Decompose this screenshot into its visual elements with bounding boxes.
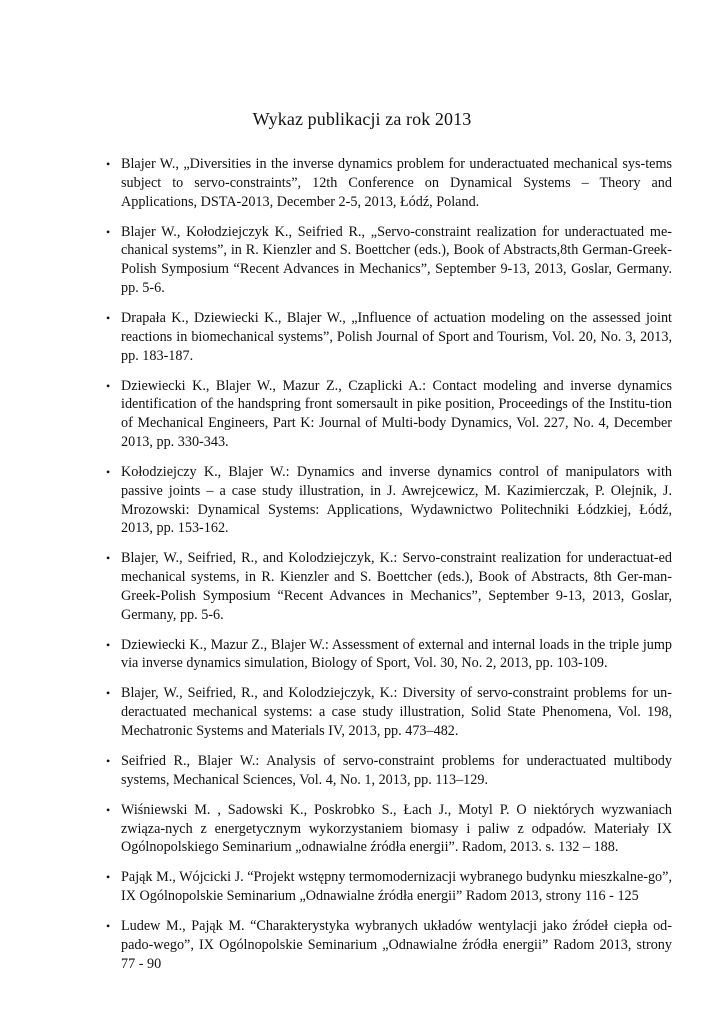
publication-item	[106, 309, 672, 365]
bullet-icon: •	[106, 802, 111, 817]
publication-text: Blajer W., Kołodziejczyk K., Seifried R., „Servo-constraint realization for underactuated me-chanical systems”, in R. Kienzler and S. Boettcher (eds.), Book of Abstracts,8th German-Greek-Polish Symposium “Recent Advances in Mechanics”, September 9-13, 2013, Goslar, Germany. pp. 5-6.	[121, 223, 672, 296]
bullet-icon: •	[106, 157, 111, 171]
publication-list	[106, 155, 672, 985]
publication-item	[106, 684, 672, 740]
bullet-icon: •	[106, 919, 111, 934]
bullet-icon: •	[106, 551, 111, 566]
publication-text: Blajer, W., Seifried, R., and Kolodziejczyk, K.: Diversity of servo-constraint problems for un-deractuated mechanical systems: a case study illustration, Solid State Phenomena, Vol. 198, Mechatronic Systems and Materials IV, 2013, pp. 473–482.	[121, 685, 672, 740]
page-title: Wykaz publikacji za rok 2013	[252, 109, 472, 129]
publication-text: Blajer W., „Diversities in the inverse dynamics problem for underactuated mechanical sys-tems subject to servo-constraints”, 12th Conference on Dynamical Systems – Theory and Applications, DSTA-2013, December 2-5, 2013, Łódź, Poland.	[121, 156, 672, 210]
publication-item	[106, 801, 672, 857]
bullet-icon: •	[106, 378, 111, 393]
publication-item	[106, 636, 672, 674]
publication-text: Drapała K., Dziewiecki K., Blajer W., „Influence of actuation modeling on the assessed joint reactions in biomechanical systems”, Polish Journal of Sport and Tourism, Vol. 20, No. 3, 2013, pp. 183-187.	[121, 309, 672, 364]
publication-text: Pająk M., Wójcicki J. “Projekt wstępny termomodernizacji wybranego budynku mieszkalne-go”, IX Ogólnopolskie Seminarium „Odnawialne źródła energii” Radom 2013, strony 116 - 125	[121, 869, 672, 905]
publication-item	[106, 752, 672, 790]
bullet-icon: •	[106, 310, 111, 325]
publication-item	[106, 377, 672, 452]
bullet-icon: •	[106, 637, 111, 652]
publication-item	[106, 155, 672, 211]
publication-text: Seifried R., Blajer W.: Analysis of servo-constraint problems for underactuated multibody systems, Mechanical Sciences, Vol. 4, No. 1, 2013, pp. 113–129.	[121, 753, 672, 788]
bullet-icon: •	[106, 686, 111, 701]
publication-item	[106, 549, 672, 624]
publication-item	[106, 917, 672, 973]
bullet-icon: •	[106, 870, 111, 885]
publication-text: Blajer, W., Seifried, R., and Kolodziejczyk, K.: Servo-constraint realization for underactuat-ed mechanical systems, in R. Kienzler and S. Boettcher (eds.), Book of Abstracts, 8th Ger-man-Greek-Polish Symposium “Recent Advances in Mechanics”, September 9-13, 2013, Goslar, Germany, pp. 5-6.	[121, 550, 672, 623]
publication-item	[106, 463, 672, 538]
publication-text: Wiśniewski M. , Sadowski K., Poskrobko S., Łach J., Motyl P. O niektórych wyzwaniach związa-nych z energetycznym wykorzystaniem biomasy i paliw z odpadów. Materiały IX Ogólnopolskiego Seminarium „odnawialne źródła energii”. Radom, 2013. s. 132 – 188.	[121, 801, 672, 856]
publication-item	[106, 868, 672, 906]
publication-text: Dziewiecki K., Blajer W., Mazur Z., Czaplicki A.: Contact modeling and inverse dynamics identification of the handspring front somersault in pike position, Proceedings of the Institu-tion of Mechanical Engineers, Part K: Journal of Multi-body Dynamics, Vol. 227, No. 4, December 2013, pp. 330-343.	[121, 377, 672, 450]
bullet-icon: •	[106, 754, 111, 769]
publication-text: Ludew M., Pająk M. “Charakterystyka wybranych układów wentylacji jako źródeł ciepła od-pado-wego”, IX Ogólnopolskie Seminarium „Odnawialne źródła energii” Radom 2013, strony 77 - 90	[121, 918, 672, 972]
bullet-icon: •	[106, 464, 111, 479]
publication-text: Dziewiecki K., Mazur Z., Blajer W.: Assessment of external and internal loads in the triple jump via inverse dynamics simulation, Biology of Sport, Vol. 30, No. 2, 2013, pp. 103-109.	[121, 636, 672, 672]
bullet-icon: •	[106, 224, 111, 239]
publication-item	[106, 223, 672, 298]
publication-text: Kołodziejczy K., Blajer W.: Dynamics and inverse dynamics control of manipulators with passive joints – a case study illustration, in J. Awrejcewicz, M. Kazimierczak, P. Olejnik, J. Mrozowski: Dynamical Systems: Applications, Wydawnictwo Politechniki Łódzkiej, Łódź, 2013, pp. 153-162.	[121, 463, 672, 537]
